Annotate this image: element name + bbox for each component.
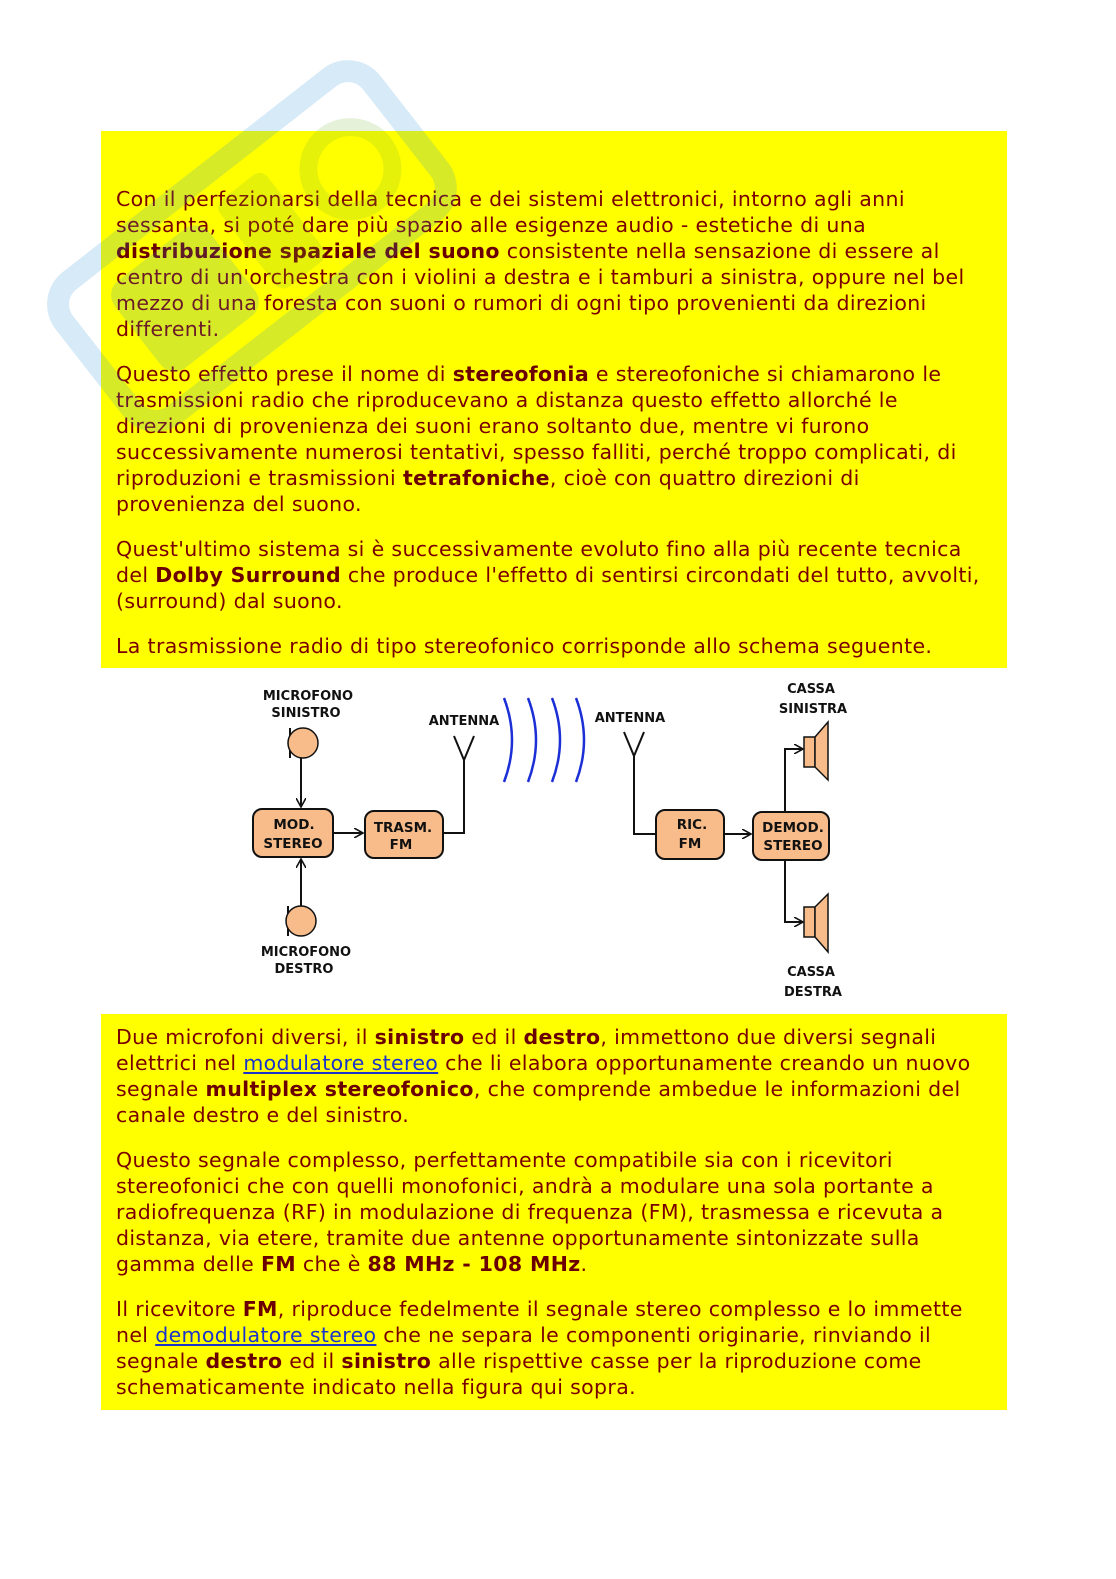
- bold-term: distribuzione spaziale del suono: [116, 239, 500, 263]
- text: Il ricevitore: [116, 1297, 243, 1321]
- text: .: [580, 1252, 588, 1276]
- bold-term: Dolby Surround: [155, 563, 341, 587]
- bold-term: tetrafoniche: [402, 466, 550, 490]
- bold-term: FM: [260, 1252, 297, 1276]
- ric-label-1: RIC.: [676, 817, 708, 833]
- text: , cioè con quattro direzioni di provenienza del suono.: [116, 466, 860, 516]
- bold-term: destro: [523, 1025, 601, 1049]
- body-paragraph-3: [116, 1296, 991, 1400]
- speaker-right-icon: [804, 894, 828, 952]
- modulatore-stereo-link[interactable]: modulatore stereo: [243, 1051, 439, 1075]
- text: Due microfoni diversi, il: [116, 1025, 375, 1049]
- bold-term: sinistro: [374, 1025, 465, 1049]
- text: Quest'ultimo sistema si è successivamente evoluto fino alla più recente tecnica del: [116, 537, 962, 587]
- mic-right-label-1: MICROFONO: [260, 945, 352, 960]
- mod-label-1: MOD.: [273, 817, 315, 833]
- cassa-right-label-2: DESTRA: [784, 985, 842, 1000]
- antenna-rx-label: ANTENNA: [594, 711, 666, 726]
- trasm-label-1: TRASM.: [373, 820, 433, 836]
- intro-paragraph-2: [116, 361, 991, 517]
- text: consistente nella sensazione di essere al centro di un'orchestra con i violini a destra e i tamburi a sinistra, oppure nel bel mezzo di una foresta con suoni o rumori di ogni tipo provenienti da direzioni differenti.: [116, 239, 965, 341]
- bold-term: multiplex stereofonico: [205, 1077, 474, 1101]
- cassa-left-label-2: SINISTRA: [778, 702, 848, 717]
- intro-box: [101, 131, 1007, 668]
- intro-paragraph-4: [116, 633, 991, 659]
- text: Questo segnale complesso, perfettamente compatibile sia con i ricevitori stereofonici che con quelli monofonici, andrà a modulare una sola portante a radiofrequenza (RF) in modulazione di frequenza (FM), trasmessa e ricevuta a distanza, via etere, tramite due antenne opportunamente sintonizzate sulla gamma delle: [116, 1148, 944, 1276]
- bold-term: sinistro: [341, 1349, 432, 1373]
- microphone-right-icon: [286, 906, 316, 936]
- intro-paragraph-3: [116, 536, 991, 614]
- text: , riproduce fedelmente il segnale stereo complesso e lo immette nel: [116, 1297, 963, 1347]
- antenna-tx-icon: [454, 736, 474, 760]
- bold-term: FM: [242, 1297, 278, 1321]
- mic-right-label-2: DESTRO: [274, 962, 334, 977]
- microphone-left-icon: [288, 728, 318, 758]
- intro-paragraph-1: [116, 186, 991, 342]
- text: che ne separa le componenti originarie, rinviando il segnale: [116, 1323, 932, 1373]
- body-paragraph-2: [116, 1147, 991, 1277]
- antenna-rx-icon: [624, 732, 644, 756]
- mod-label-2: STEREO: [263, 836, 323, 852]
- body-paragraph-1: [116, 1024, 991, 1128]
- arrow-demod-to-cassa-right: [785, 860, 802, 922]
- text: alle rispettive casse per la riproduzione come schematicamente indicato nella figura qui sopra.: [116, 1349, 922, 1399]
- antenna-tx-label: ANTENNA: [428, 714, 500, 729]
- demod-label-2: STEREO: [763, 838, 823, 854]
- text: che è: [296, 1252, 368, 1276]
- text: ed il: [282, 1349, 342, 1373]
- cassa-right-label-1: CASSA: [787, 965, 835, 980]
- text: ed il: [464, 1025, 524, 1049]
- text: , immettono due diversi segnali elettrici nel: [116, 1025, 937, 1075]
- mic-left-label-2: SINISTRO: [271, 706, 341, 721]
- ric-label-2: FM: [678, 836, 702, 852]
- text: Con il perfezionarsi della tecnica e dei sistemi elettronici, intorno agli anni sessanta, si poté dare più spazio alle esigenze audio - estetiche di una: [116, 187, 905, 237]
- bold-term: 88 MHz - 108 MHz: [367, 1252, 581, 1276]
- trasm-label-2: FM: [389, 837, 413, 853]
- demodulatore-stereo-link[interactable]: demodulatore stereo: [155, 1323, 377, 1347]
- text: che produce l'effetto di sentirsi circondati del tutto, avvolti, (surround) dal suono.: [116, 563, 980, 613]
- line-trasm-to-antenna: [443, 760, 464, 833]
- text: , che comprende ambedue le informazioni del canale destro e del sinistro.: [116, 1077, 961, 1127]
- radio-waves-icon: [504, 698, 584, 782]
- text: Questo effetto prese il nome di: [116, 362, 453, 386]
- bold-term: stereofonia: [452, 362, 589, 386]
- mic-left-label-1: MICROFONO: [262, 689, 354, 704]
- demod-label-1: DEMOD.: [762, 820, 824, 836]
- cassa-left-label-1: CASSA: [787, 682, 835, 697]
- text: e stereofoniche si chiamarono le trasmissioni radio che riproducevano a distanza questo effetto allorché le direzioni di provenienza dei suoni erano soltanto due, mentre vi furono successivamente numerosi tentativi, spesso falliti, perché troppo complicati, di riproduzioni e trasmissioni: [116, 362, 957, 490]
- speaker-left-icon: [804, 722, 828, 780]
- arrow-demod-to-cassa-left: [785, 749, 802, 812]
- stereo-transmission-diagram: [240, 676, 860, 1006]
- text: La trasmissione radio di tipo stereofonico corrisponde allo schema seguente.: [116, 634, 933, 658]
- text: che li elabora opportunamente creando un nuovo segnale: [116, 1051, 971, 1101]
- explanation-box: [101, 1014, 1007, 1410]
- line-antenna-to-ric: [634, 756, 656, 834]
- bold-term: destro: [205, 1349, 283, 1373]
